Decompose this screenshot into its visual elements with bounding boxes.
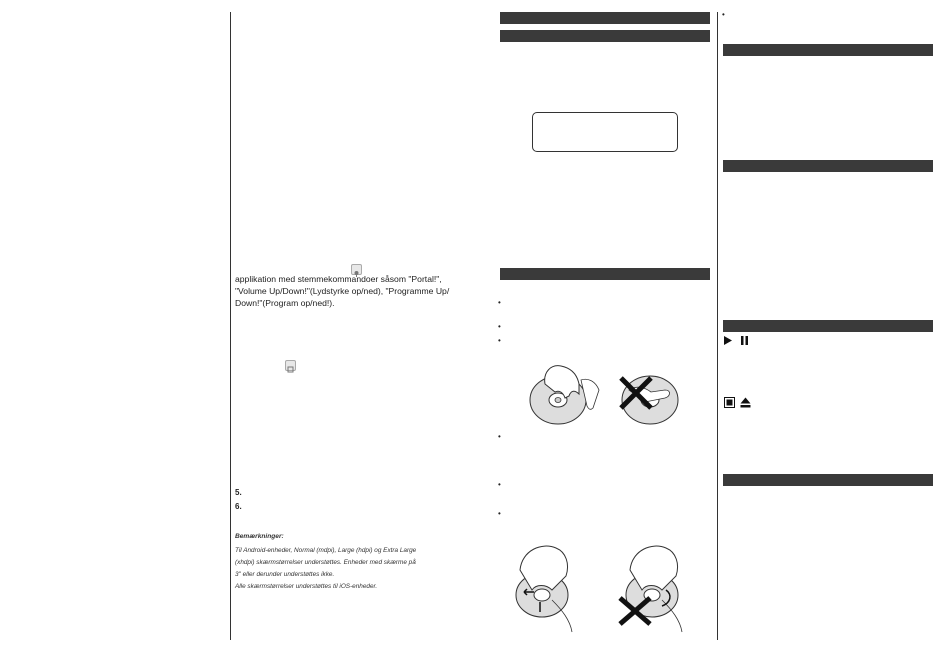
disc-handling-illustration (525, 360, 690, 428)
play-icon (723, 336, 732, 345)
step-number-5: 5. (235, 488, 242, 497)
bullet-3: • (498, 336, 501, 345)
bullet-1: • (498, 298, 501, 307)
section-header-bar-2 (500, 30, 710, 42)
eject-icon (740, 397, 751, 408)
right-bullet: • (722, 10, 725, 19)
voice-text-line-3: Down!"(Program op/ned!). (235, 298, 335, 308)
notes-line-4: Alle skærmstørrelser understøttes til iOS-enheder. (235, 583, 378, 590)
display-panel-frame (532, 112, 678, 152)
right-section-header-bar-2 (723, 160, 933, 172)
column-divider-left (230, 12, 231, 640)
disc-cleaning-illustration (512, 540, 702, 635)
bullet-6: • (498, 509, 501, 518)
right-section-header-bar-1 (723, 44, 933, 56)
bullet-2: • (498, 322, 501, 331)
stop-icon (724, 397, 735, 408)
column-divider-right (717, 12, 718, 640)
notes-line-3: 3" eller derunder understøttes ikke. (235, 571, 335, 578)
bullet-4: • (498, 432, 501, 441)
notes-line-2: (xhdpi) skærmstørrelser understøttes. Enheder med skærme på (235, 559, 416, 566)
notes-title: Bemærkninger: (235, 533, 284, 540)
pause-icon (740, 336, 749, 345)
voice-text-line-2: "Volume Up/Down!"(Lydstyrke op/ned), "Programme Up/ (235, 286, 450, 296)
voice-text-line-1: applikation med stemmekommandoer såsom "Portal!", (235, 274, 442, 284)
section-header-bar-3 (500, 268, 710, 280)
right-section-header-bar-3 (723, 320, 933, 332)
right-section-header-bar-4 (723, 474, 933, 486)
app-icon (285, 360, 296, 371)
step-number-6: 6. (235, 502, 242, 511)
notes-line-1: Til Android-enheder, Normal (mdpi), Large (hdpi) og Extra Large (235, 547, 417, 554)
bullet-5: • (498, 480, 501, 489)
section-header-bar-1 (500, 12, 710, 24)
